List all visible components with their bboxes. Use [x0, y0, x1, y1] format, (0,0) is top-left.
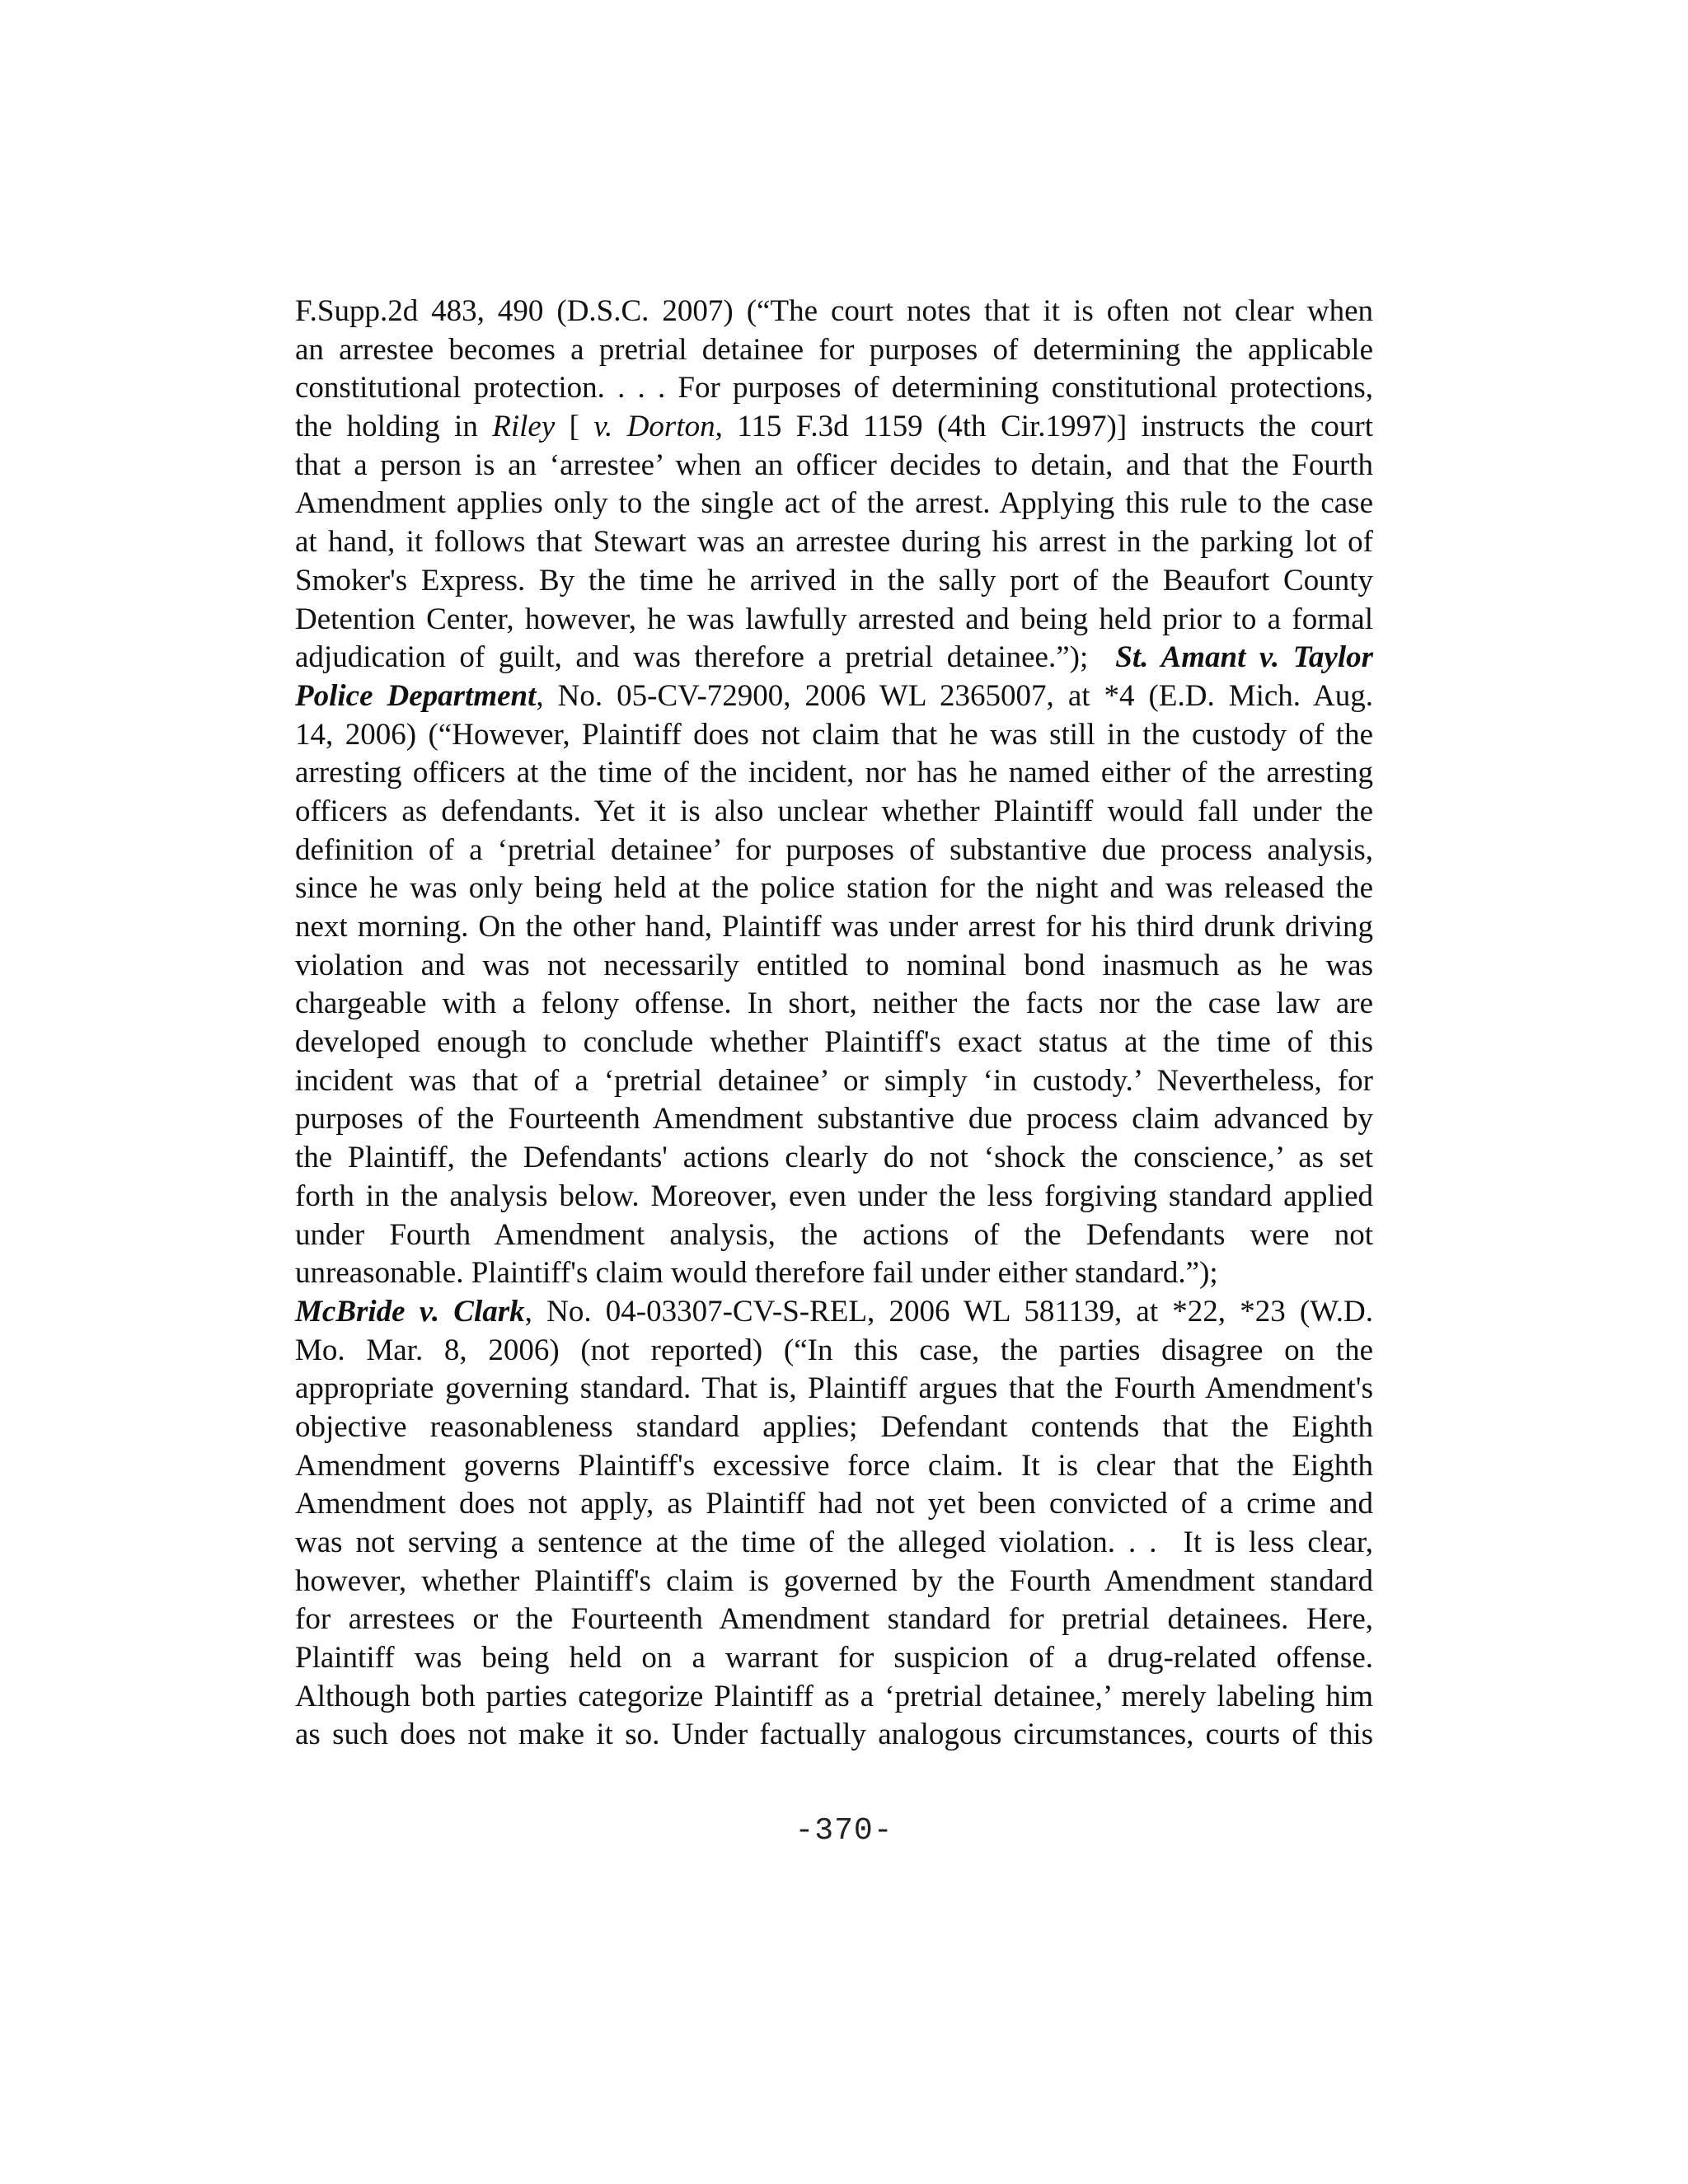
text-line — [295, 908, 1373, 947]
text-run: under Fourth Amendment analysis, the actions of the Defendants were not — [295, 1217, 1373, 1252]
text-run: Plaintiff was being held on a warrant for suspicion of a drug-related offense. — [295, 1641, 1373, 1675]
text-run: since he was only being held at the police station for the night and was released the — [295, 871, 1373, 906]
text-run: violation and was not necessarily entitled to nominal bond inasmuch as he was — [295, 948, 1373, 982]
text-run: forth in the analysis below. Moreover, even under the less forgiving standard applied — [295, 1179, 1373, 1213]
text-line — [295, 408, 1373, 447]
text-line — [295, 369, 1373, 408]
text-line — [295, 1524, 1373, 1563]
text-line — [295, 1254, 1373, 1293]
text-line — [295, 1716, 1373, 1755]
text-run: Detention Center, however, he was lawfully arrested and being held prior to a formal — [295, 602, 1373, 636]
text-run: purposes of the Fourteenth Amendment substantive due process claim advanced by — [295, 1102, 1373, 1137]
text-run: the Plaintiff, the Defendants' actions clearly do not ‘shock the conscience,’ as set — [295, 1141, 1373, 1175]
text-line — [295, 331, 1373, 370]
text-line — [295, 832, 1373, 870]
text-run: Amendment applies only to the single act of the arrest. Applying this rule to the case — [295, 486, 1373, 521]
text-run: adjudication of guilt, and was therefore a pretrial detainee.”); — [295, 640, 1116, 675]
case-name: Police Department — [295, 678, 537, 713]
text-line — [295, 947, 1373, 986]
page-number: -370- — [795, 1813, 893, 1849]
text-line — [295, 601, 1373, 640]
text-run: Although both parties categorize Plaintiff as a ‘pretrial detainee,’ merely labeling him — [295, 1679, 1373, 1713]
text-run: unreasonable. Plaintiff's claim would therefore fail under either standard.”); — [295, 1256, 1218, 1291]
text-line — [295, 1370, 1373, 1408]
text-run: Mo. Mar. 8, 2006) (not reported) (“In this case, the parties disagree on the — [295, 1333, 1373, 1367]
text-line — [295, 639, 1373, 677]
text-line — [295, 716, 1373, 755]
text-line — [295, 1678, 1373, 1717]
text-line — [295, 1447, 1373, 1486]
text-line — [295, 1293, 1373, 1332]
text-run: , 115 F.3d 1159 (4th Cir.1997)] instructs the court — [715, 410, 1373, 444]
text-run: 14, 2006) (“However, Plaintiff does not claim that he was still in the custody of the — [295, 717, 1373, 752]
text-run: at hand, it follows that Stewart was an arrestee during his arrest in the parking lot of — [295, 525, 1373, 560]
text-run: that a person is an ‘arrestee’ when an officer decides to detain, and that the Fourth — [295, 448, 1373, 482]
text-line — [295, 293, 1373, 331]
text-line — [295, 754, 1373, 793]
text-run: officers as defendants. Yet it is also unclear whether Plaintiff would fall under the — [295, 794, 1373, 828]
text-run: definition of a ‘pretrial detainee’ for purposes of substantive due process analysis, — [295, 832, 1373, 867]
text-line — [295, 1639, 1373, 1678]
case-name: v. Dorton — [593, 410, 715, 444]
text-line — [295, 677, 1373, 716]
text-run: an arrestee becomes a pretrial detainee for purposes of determining the applicable — [295, 332, 1373, 367]
case-name: St. Amant v. Taylor — [1115, 640, 1374, 675]
text-line — [295, 1601, 1373, 1639]
text-run: next morning. On the other hand, Plaintiff was under arrest for his third drunk driving — [295, 910, 1373, 944]
text-line — [295, 1024, 1373, 1062]
text-line — [295, 1332, 1373, 1371]
text-line — [295, 1485, 1373, 1524]
text-line — [295, 793, 1373, 832]
text-line — [295, 1062, 1373, 1101]
text-line — [295, 485, 1373, 523]
text-run: arresting officers at the time of the incident, nor has he named either of the arresting — [295, 756, 1373, 790]
text-run: for arrestees or the Fourteenth Amendment standard for pretrial detainees. Here, — [295, 1602, 1373, 1637]
text-line — [295, 1563, 1373, 1601]
text-run: Amendment governs Plaintiff's excessive force claim. It is clear that the Eighth — [295, 1448, 1373, 1483]
text-run: was not serving a sentence at the time of the alleged violation. . . It is less clear, — [295, 1526, 1373, 1559]
text-line — [295, 447, 1373, 485]
text-run: the holding in — [295, 410, 493, 444]
text-line — [295, 1139, 1373, 1178]
text-run: Smoker's Express. By the time he arrived in the sally port of the Beaufort County — [295, 563, 1373, 598]
text-line — [295, 985, 1373, 1024]
text-line — [295, 1100, 1373, 1139]
text-line — [295, 1408, 1373, 1447]
text-run: however, whether Plaintiff's claim is governed by the Fourth Amendment standard — [295, 1563, 1373, 1598]
text-run: incident was that of a ‘pretrial detainee’ or simply ‘in custody.’ Nevertheless, for — [295, 1063, 1373, 1098]
text-line — [295, 523, 1373, 562]
text-run: , No. 05-CV-72900, 2006 WL 2365007, at *4 (E.D. Mich. Aug. — [536, 678, 1373, 713]
text-line — [295, 1178, 1373, 1216]
text-run: constitutional protection. . . . For purposes of determining constitutional protections, — [295, 371, 1373, 405]
text-run: appropriate governing standard. That is, Plaintiff argues that the Fourth Amendment's — [295, 1371, 1373, 1406]
case-name: McBride v. Clark — [295, 1294, 525, 1329]
text-run: chargeable with a felony offense. In short, neither the facts nor the case law are — [295, 987, 1373, 1021]
text-run: as such does not make it so. Under factually analogous circumstances, courts of this — [295, 1718, 1373, 1752]
text-line — [295, 869, 1373, 908]
text-run: F.Supp.2d 483, 490 (D.S.C. 2007) (“The court notes that it is often not clear when — [295, 294, 1373, 328]
text-run: , No. 04-03307-CV-S-REL, 2006 WL 581139, at *22, *23 (W.D. — [524, 1294, 1373, 1329]
case-name: Riley — [492, 410, 556, 444]
text-run: Amendment does not apply, as Plaintiff had not yet been convicted of a crime and — [295, 1487, 1373, 1521]
text-line — [295, 1216, 1373, 1255]
text-run: objective reasonableness standard applies; Defendant contends that the Eighth — [295, 1409, 1373, 1444]
text-run: [ — [555, 410, 594, 444]
text-line — [295, 562, 1373, 601]
text-run: developed enough to conclude whether Plaintiff's exact status at the time of this — [295, 1025, 1373, 1060]
body-text — [295, 293, 1373, 1755]
